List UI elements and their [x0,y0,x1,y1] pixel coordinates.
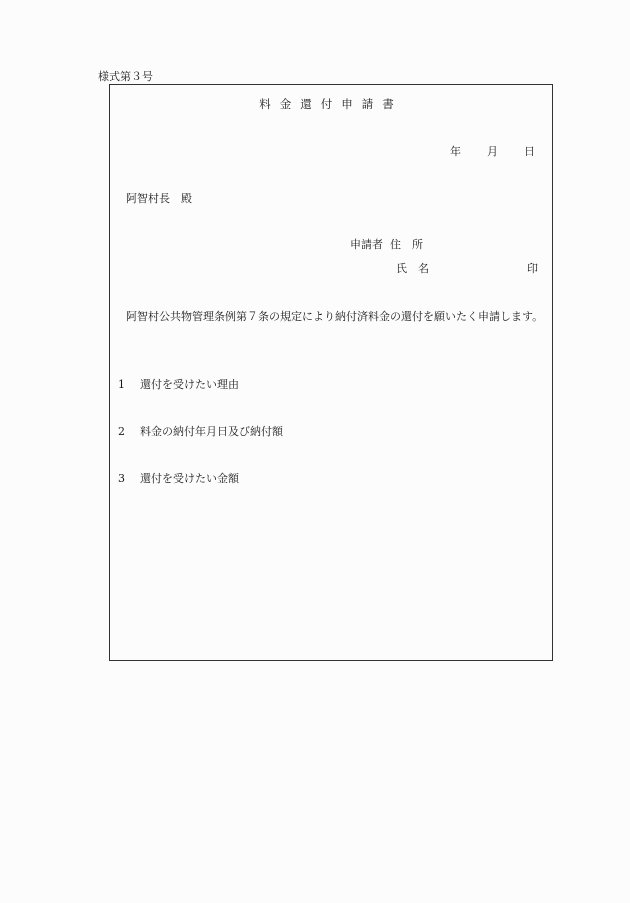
form-title: 料金還付申請書 [259,97,403,111]
address-label: 住 所 [390,238,423,251]
applicant-name-row [350,260,538,276]
form-number: 様式第３号 [98,70,153,83]
addressee: 阿智村長 殿 [126,192,192,205]
name-label: 氏 名 [396,262,429,275]
item-number: 3 [118,472,125,485]
item-text: 還付を受けたい金額 [140,472,239,485]
month-label: 月 [487,145,498,158]
date-line [450,143,535,159]
list-item [118,423,283,439]
list-item [118,470,239,486]
item-number: 2 [118,425,125,438]
body-text: 阿智村公共物管理条例第７条の規定により納付済料金の還付を願いたく申請します。 [126,310,544,323]
item-number: 1 [118,378,125,391]
applicant-address-row [350,236,423,252]
applicant-label: 申請者 [350,238,383,251]
item-text: 料金の納付年月日及び納付額 [140,425,283,438]
list-item [118,376,239,392]
application-form-frame [109,84,553,661]
seal-label: 印 [527,262,538,275]
year-label: 年 [450,145,461,158]
item-text: 還付を受けたい理由 [140,378,239,391]
day-label: 日 [524,145,535,158]
